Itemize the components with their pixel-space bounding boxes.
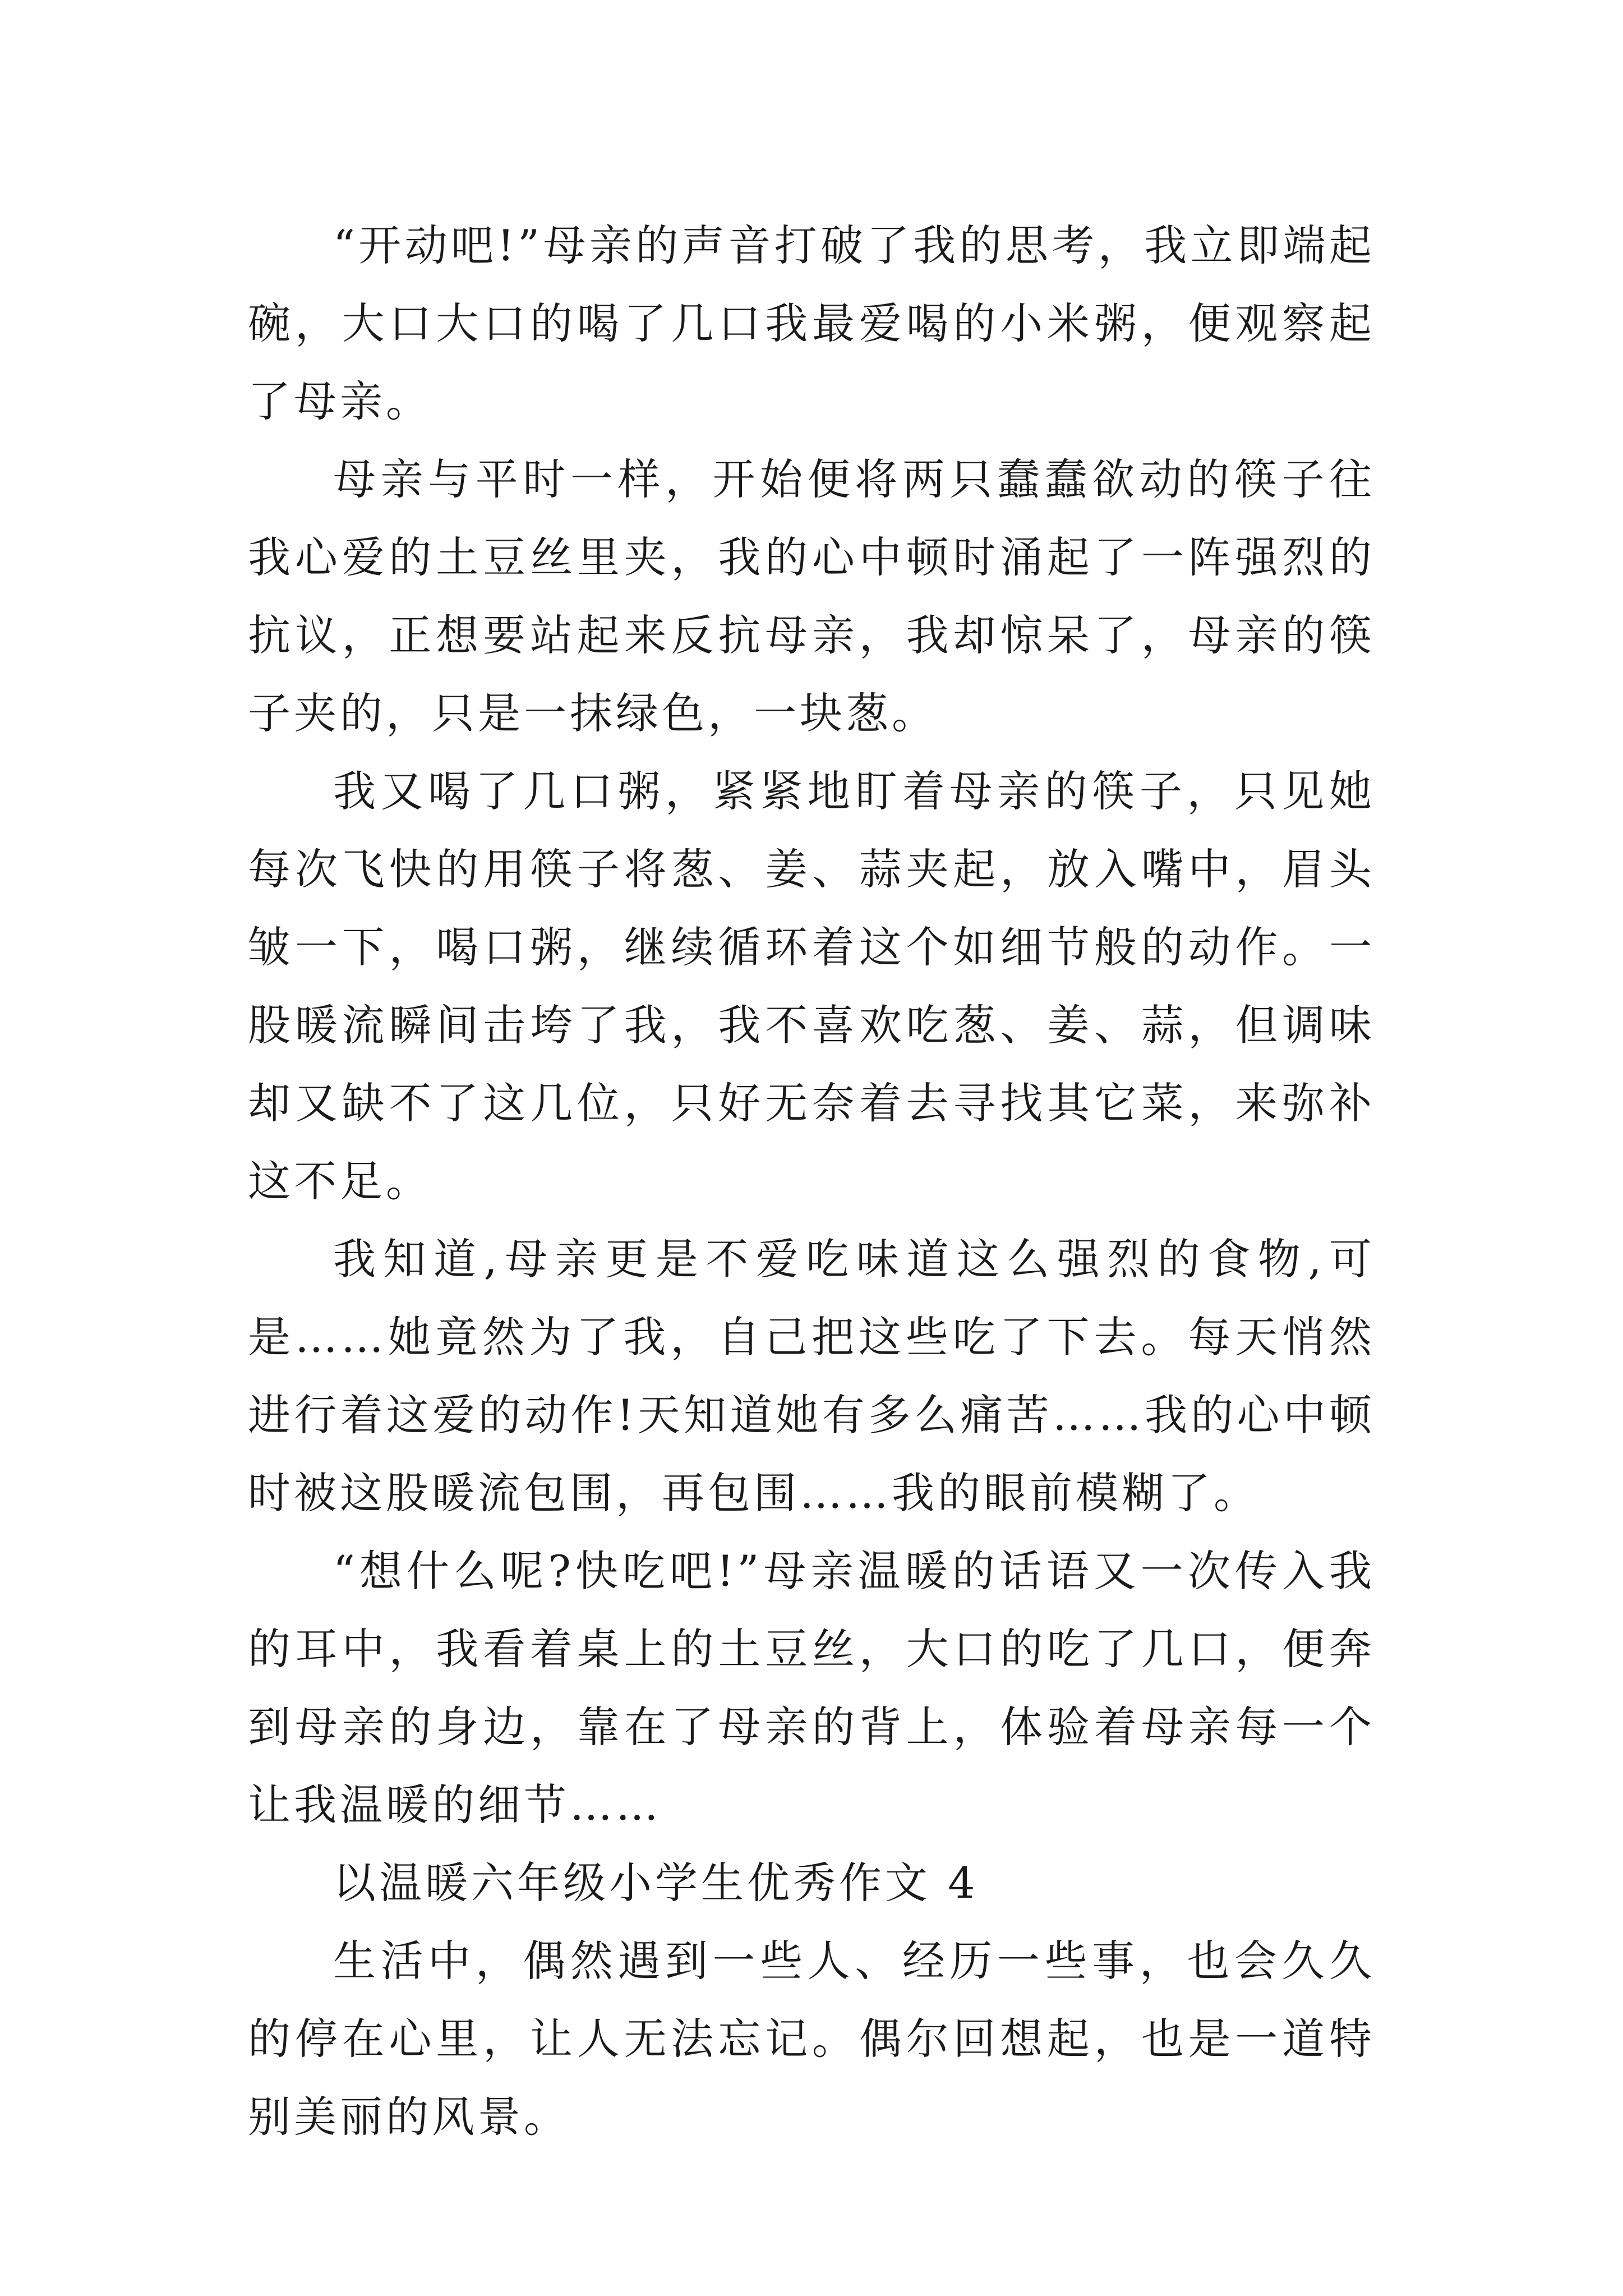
paragraph: 我又喝了几口粥，紧紧地盯着母亲的筷子，只见她每次飞快的用筷子将葱、姜、蒜夹起，放入嘴中，眉头皱一下，喝口粥，继续循环着这个如细节般的动作。一股暖流瞬间击垮了我，我不喜欢吃葱、姜、蒜，但调味却又缺不了这几位，只好无奈着去寻找其它菜，来弥补这不足。 xyxy=(248,766,1375,1206)
document-body xyxy=(248,206,1375,2156)
paragraph: 我知道,母亲更是不爱吃味道这么强烈的食物,可是……她竟然为了我，自己把这些吃了下去。每天悄然进行着这爱的动作!天知道她有多么痛苦……我的心中顿时被这股暖流包围，再包围……我的眼前模糊了。 xyxy=(248,1234,1375,1518)
paragraph: “开动吧!”母亲的声音打破了我的思考，我立即端起碗，大口大口的喝了几口我最爱喝的小米粥，便观察起了母亲。 xyxy=(248,220,1375,426)
paragraph: 生活中，偶然遇到一些人、经历一些事，也会久久的停在心里，让人无法忘记。偶尔回想起，也是一道特别美丽的风景。 xyxy=(248,1936,1375,2142)
paragraph: “想什么呢?快吃吧!”母亲温暖的话语又一次传入我的耳中，我看着桌上的土豆丝，大口的吃了几口，便奔到母亲的身边，靠在了母亲的背上，体验着母亲每一个让我温暖的细节…… xyxy=(248,1546,1375,1830)
paragraph: 母亲与平时一样，开始便将两只蠢蠢欲动的筷子往我心爱的土豆丝里夹，我的心中顿时涌起了一阵强烈的抗议，正想要站起来反抗母亲，我却惊呆了，母亲的筷子夹的，只是一抹绿色，一块葱。 xyxy=(248,454,1375,738)
section-heading: 以温暖六年级小学生优秀作文 4 xyxy=(333,1858,979,1908)
